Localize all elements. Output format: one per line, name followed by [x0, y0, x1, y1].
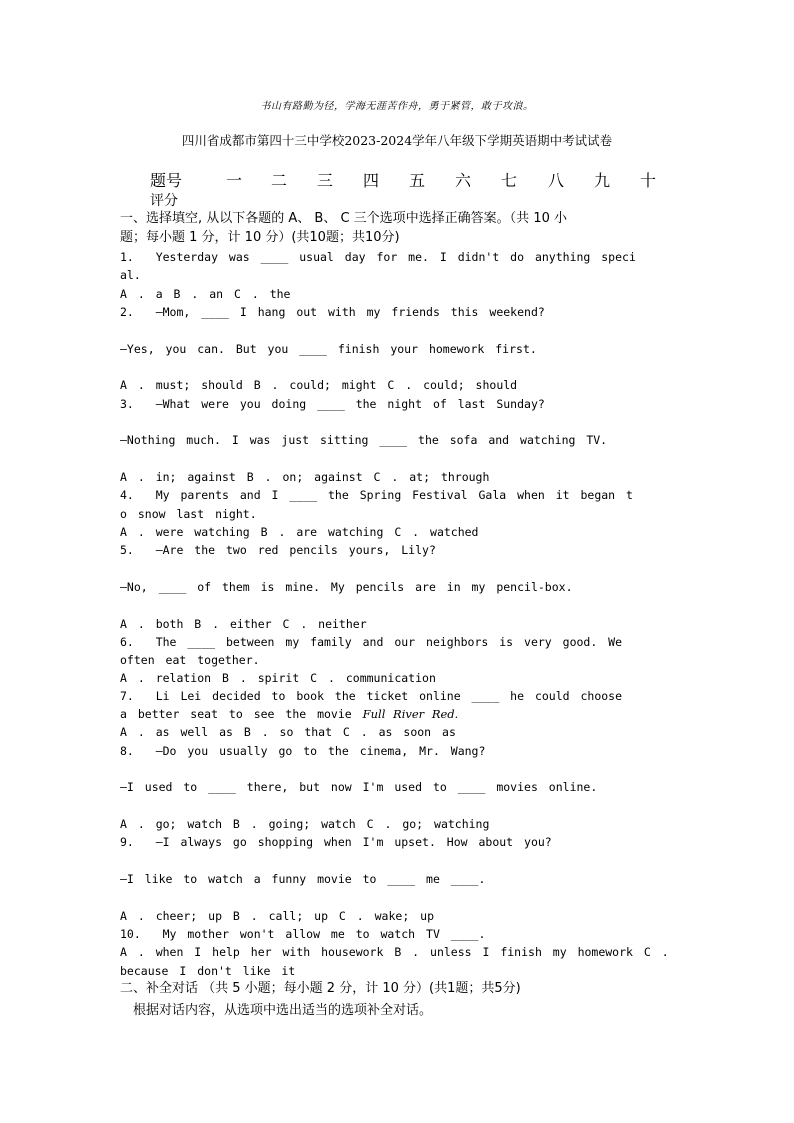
- score-column: 十: [640, 171, 657, 190]
- question-line: [120, 705, 680, 723]
- score-column: 六: [455, 171, 472, 190]
- score-column: 一: [226, 171, 243, 190]
- score-column: 八: [548, 171, 565, 190]
- score-column: 七: [501, 171, 518, 190]
- section1-heading-cont: 题；每小题 1 分，计 10 分）(共10题；共10分): [120, 230, 400, 245]
- question-line: 5. —Are the two red pencils yours, Lily?: [120, 543, 436, 557]
- score-table-header: [150, 168, 670, 190]
- section1-heading: 一、选择填空, 从以下各题的 A、 B、 C 三个选项中选择正确答案。（共 10 小: [120, 211, 567, 226]
- question-line: 1. Yesterday was ____ usual day for me. I didn't do anything speci: [120, 250, 636, 264]
- question-line: —Nothing much. I was just sitting ____ the sofa and watching TV.: [120, 433, 608, 447]
- answer-options: A . both B . either C . neither: [120, 617, 367, 631]
- question-line: 3. —What were you doing ____ the night of last Sunday?: [120, 397, 545, 411]
- answer-options: A . as well as B . so that C . as soon as: [120, 725, 456, 739]
- answer-options: A . when I help her with housework B . unless I finish my homework C .: [120, 945, 669, 959]
- question-number-label: 题号: [150, 171, 183, 190]
- score-column: 四: [363, 171, 380, 190]
- answer-options: A . in; against B . on; against C . at; through: [120, 470, 490, 484]
- question-line: —I like to watch a funny movie to ____ me ____.: [120, 872, 486, 886]
- answer-options: A . go; watch B . going; watch C . go; watching: [120, 817, 490, 831]
- score-label: 评分: [150, 193, 178, 209]
- question-line: 8. —Do you usually go to the cinema, Mr. Wang?: [120, 744, 486, 758]
- score-column: 二: [271, 171, 288, 190]
- motto-line: 书山有路勤为径，学海无涯苦作舟，勇于紧管，敢于攻浪。: [260, 101, 534, 112]
- exam-title: 四川省成都市第四十三中学校2023-2024学年八年级下学期英语期中考试试卷: [181, 133, 613, 148]
- question-line: 10. My mother won't allow me to watch TV ____.: [120, 927, 486, 941]
- section2-instructions: 根据对话内容，从选项中选出适当的选项补全对话。: [133, 1003, 433, 1018]
- question-line: —I used to ____ there, but now I'm used to ____ movies online.: [120, 780, 598, 794]
- answer-options: A . relation B . spirit C . communication: [120, 671, 436, 685]
- answer-options: A . were watching B . are watching C . watched: [120, 525, 479, 539]
- answer-options: A . must; should B . could; might C . could; should: [120, 378, 518, 392]
- answer-options: A . a B . an C . the: [120, 287, 291, 301]
- question-line: 6. The ____ between my family and our neighbors is very good. We: [120, 635, 623, 649]
- score-column: 九: [594, 171, 611, 190]
- question-line: 7. Li Lei decided to book the ticket online ____ he could choose: [120, 689, 623, 703]
- answer-options: A . cheer; up B . call; up C . wake; up: [120, 909, 435, 923]
- question-line: —Yes, you can. But you ____ finish your homework first.: [120, 342, 537, 356]
- score-column: 五: [409, 171, 426, 190]
- score-column: 三: [317, 171, 334, 190]
- section2-heading: 二、补全对话 （共 5 小题；每小题 2 分，计 10 分）(共1题；共5分): [120, 981, 521, 996]
- question-line: 4. My parents and I ____ the Spring Festival Gala when it began t: [120, 488, 633, 502]
- question-line: o snow last night.: [120, 507, 257, 521]
- question-line: 9. —I always go shopping when I'm upset. How about you?: [120, 835, 552, 849]
- movie-title: Full River Red.: [362, 707, 459, 721]
- question-line: al.: [120, 268, 141, 282]
- question-line: —No, ____ of them is mine. My pencils are in my pencil-box.: [120, 580, 573, 594]
- question-line: 2. —Mom, ____ I hang out with my friends this weekend?: [120, 305, 545, 319]
- question-line: often eat together.: [120, 653, 260, 667]
- question-text: a better seat to see the movie: [120, 707, 363, 721]
- answer-options: because I don't like it: [120, 964, 296, 978]
